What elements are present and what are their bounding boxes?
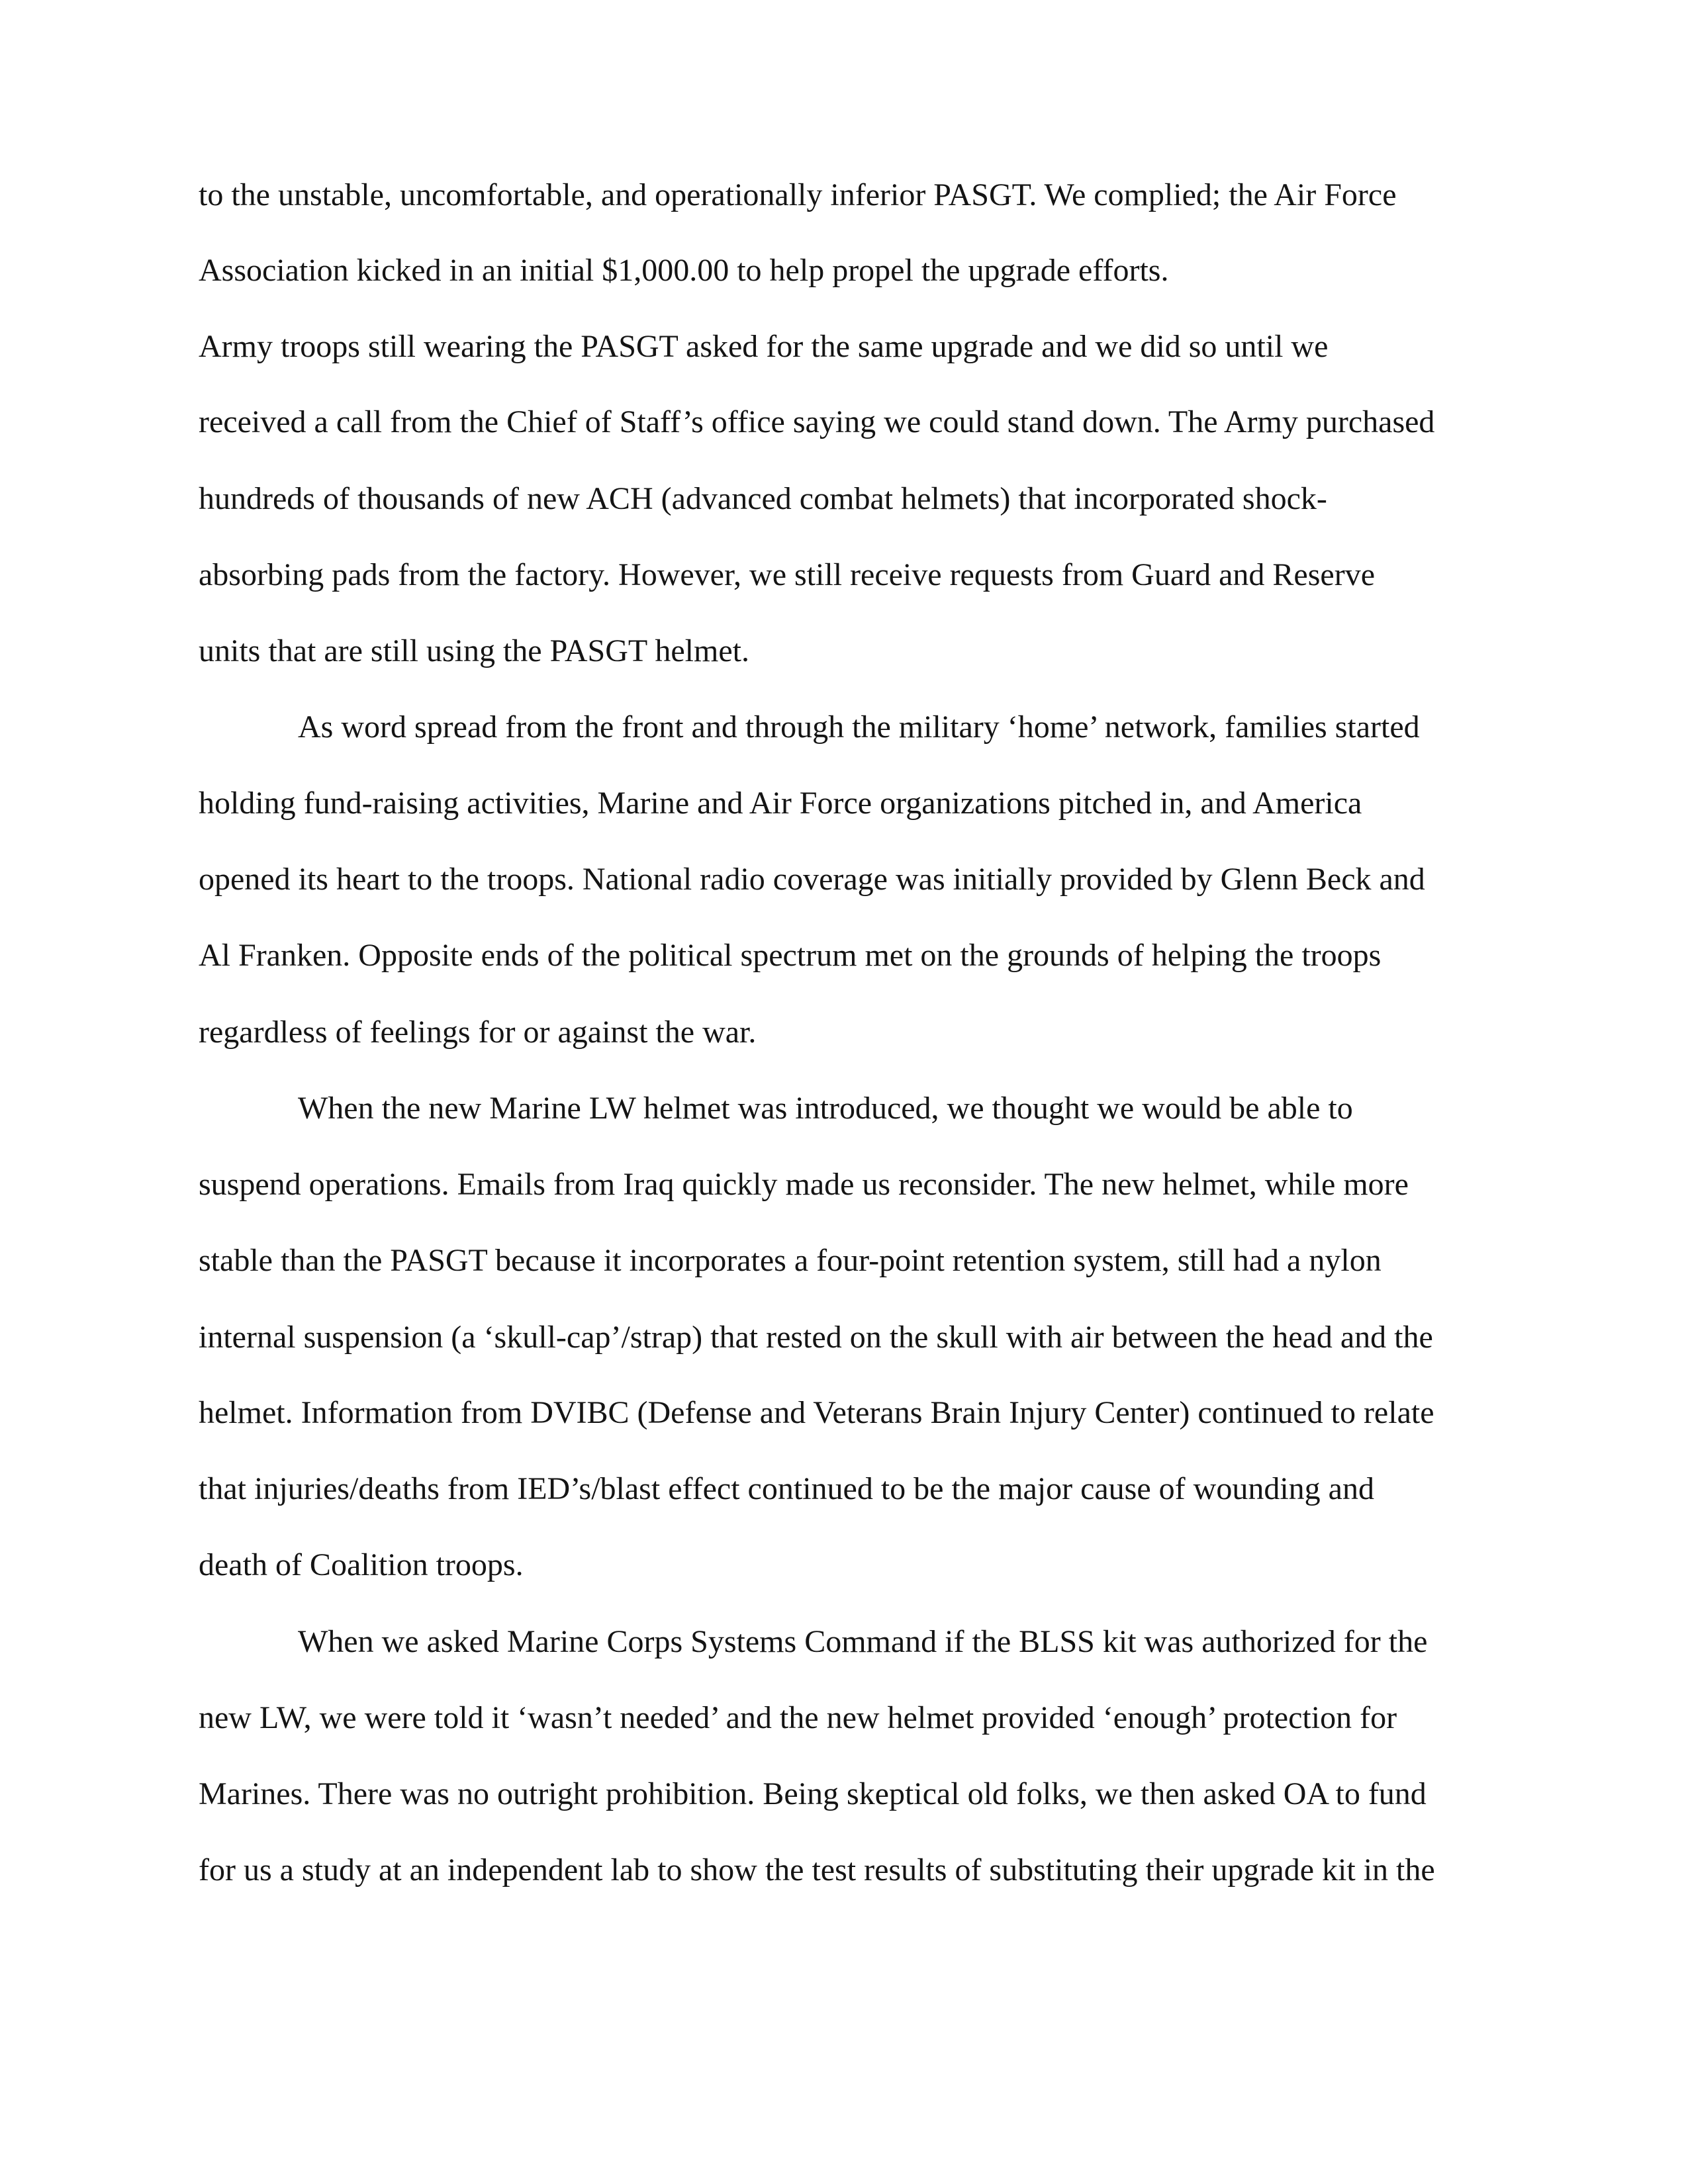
text-line: that injuries/deaths from IED’s/blast effect continued to be the major cause of wounding and <box>199 1471 1374 1506</box>
text-line: absorbing pads from the factory. However, we still receive requests from Guard and Reserve <box>199 557 1376 592</box>
text-line: new LW, we were told it ‘wasn’t needed’ and the new helmet provided ‘enough’ protection for <box>199 1700 1397 1735</box>
text-line: stable than the PASGT because it incorporates a four-point retention system, still had a nylon <box>199 1243 1382 1278</box>
text-line: When the new Marine LW helmet was introduced, we thought we would be able to <box>298 1091 1353 1126</box>
text-line: As word spread from the front and through the military ‘home’ network, families started <box>298 709 1420 745</box>
text-line: suspend operations. Emails from Iraq quickly made us reconsider. The new helmet, while more <box>199 1167 1409 1202</box>
text-line: When we asked Marine Corps Systems Command if the BLSS kit was authorized for the <box>298 1624 1428 1659</box>
text-line: Army troops still wearing the PASGT asked for the same upgrade and we did so until we <box>199 329 1329 364</box>
text-line: units that are still using the PASGT helmet. <box>199 633 749 668</box>
text-line: holding fund-raising activities, Marine and Air Force organizations pitched in, and America <box>199 786 1362 821</box>
text-line: hundreds of thousands of new ACH (advanced combat helmets) that incorporated shock- <box>199 481 1327 516</box>
text-line: to the unstable, uncomfortable, and operationally inferior PASGT. We complied; the Air Force <box>199 177 1397 212</box>
text-line: received a call from the Chief of Staff’s office saying we could stand down. The Army purchased <box>199 404 1435 439</box>
text-line: Al Franken. Opposite ends of the political spectrum met on the grounds of helping the troops <box>199 938 1382 973</box>
text-line: death of Coalition troops. <box>199 1547 524 1582</box>
text-line: internal suspension (a ‘skull-cap’/strap) that rested on the skull with air between the head and the <box>199 1320 1433 1355</box>
text-line: opened its heart to the troops. National radio coverage was initially provided by Glenn Beck and <box>199 862 1425 897</box>
text-line: helmet. Information from DVIBC (Defense and Veterans Brain Injury Center) continued to relate <box>199 1395 1434 1430</box>
text-line: regardless of feelings for or against the war. <box>199 1015 757 1050</box>
text-line: for us a study at an independent lab to show the test results of substituting their upgrade kit in the <box>199 1852 1435 1888</box>
text-line: Marines. There was no outright prohibition. Being skeptical old folks, we then asked OA to fund <box>199 1776 1427 1811</box>
text-line: Association kicked in an initial $1,000.00 to help propel the upgrade efforts. <box>199 253 1169 288</box>
